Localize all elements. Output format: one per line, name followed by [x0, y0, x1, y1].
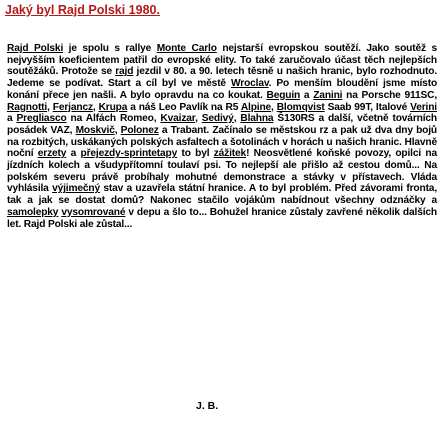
underlined-term: rajd — [115, 66, 134, 78]
underlined-term: Rajd Polski — [7, 43, 64, 54]
text-run: jezdil v 80. a 90. letech těsně u našich hranic, bylo rozhodnuto. Jedeme se podívat. Start a cíl byl ve městě — [7, 66, 437, 90]
text-run: to byl — [177, 148, 214, 160]
text-run: nejstarší evropskou soutěží. Jako soutěž s nejvyšším koeficientem patřil do evropské elity. To také zaručovalo účast těch nejlepších soutěžáků. Protože se — [7, 43, 437, 78]
text-run: v depu a šlo to... Bohužel hranice zůstaly zavřené několik dalších let. Rajd Polski ale zůstal... — [7, 206, 437, 230]
text-run: a náš Leo Pavlík na R5 — [127, 101, 241, 113]
underlined-term: Zanini — [313, 89, 343, 101]
text-run: Saab 99T, Italové — [324, 101, 411, 113]
underlined-term: Verini — [410, 101, 437, 113]
text-run: a — [66, 148, 81, 160]
underlined-term: Blahna — [240, 113, 274, 125]
text-run: . Po menším bloudění jsme místo konání přece jen našli. A bylo opravdu na co koukat. — [7, 78, 438, 101]
text-run: , — [195, 113, 202, 125]
text-run: Š130RS a další, včetně továrních posádek VAZ, — [7, 113, 437, 136]
underlined-term: Pregliasco — [16, 113, 67, 125]
underlined-term: Beguin — [266, 89, 301, 101]
article-body — [7, 43, 437, 230]
author-signature: J. B. — [196, 400, 219, 412]
text-run: , — [47, 101, 53, 113]
text-run: , — [271, 101, 277, 113]
underlined-term: Ferjancz — [52, 101, 93, 113]
underlined-term: Polonez — [120, 124, 159, 136]
text-run: stav a uzavřela státní hranice. A to byl problém. Před závorami fronta, tak a jak se dostat domů? Nakonec stačilo vojákům nabídnout všechny odznáčky a — [7, 183, 438, 207]
text-run: a Trabant. Začínalo se městskou rz a pak už dva dny bojů na rozbitých, uskákaných polských asfaltech a šotolinách v horách u našich hranic. Hlavně noční — [7, 124, 437, 160]
underlined-term: zážitek — [213, 148, 247, 160]
underlined-term: Blomqvist — [276, 101, 325, 113]
text-run: a — [7, 113, 17, 125]
underlined-term: Moskvič — [75, 124, 115, 136]
underlined-term: erzety — [37, 148, 67, 160]
underlined-term: vysomrované — [61, 206, 126, 218]
underlined-term: Monte Carlo — [156, 43, 217, 54]
text-run: na Alfách Romeo, — [66, 113, 161, 125]
underlined-term: výjimečný — [52, 183, 100, 195]
underlined-term: samolepky — [7, 206, 59, 218]
text-run: , — [92, 101, 99, 113]
underlined-term: Ragnotti — [7, 101, 48, 113]
article-title: Jaký byl Rajd Polski 1980. — [5, 3, 160, 17]
text-run: , — [114, 124, 121, 136]
text-run: a — [300, 89, 314, 101]
underlined-term: Wroclav — [230, 78, 269, 90]
text-run: je spolu s rallye — [63, 43, 157, 54]
text-run: , — [233, 113, 241, 125]
underlined-term: přejezdy-sprintetapy — [80, 148, 178, 160]
text-run: na Porsche 911SC, — [342, 89, 437, 101]
underlined-term: Sedivý — [201, 113, 234, 125]
underlined-term: Krupa — [98, 101, 128, 113]
text-run: ! Neosvětlené koňské povozy, opilci na jízdních kolech a všudypřítomní toulaví psi. To nejlepší ale přišlo až cestou domů... Na polském severu právě probíhaly mohutné demonstrace a stávky v přístavech. Vláda vyhlásila — [7, 148, 437, 195]
underlined-term: Alpine — [240, 101, 272, 113]
underlined-term: Kvaizar — [160, 113, 196, 125]
